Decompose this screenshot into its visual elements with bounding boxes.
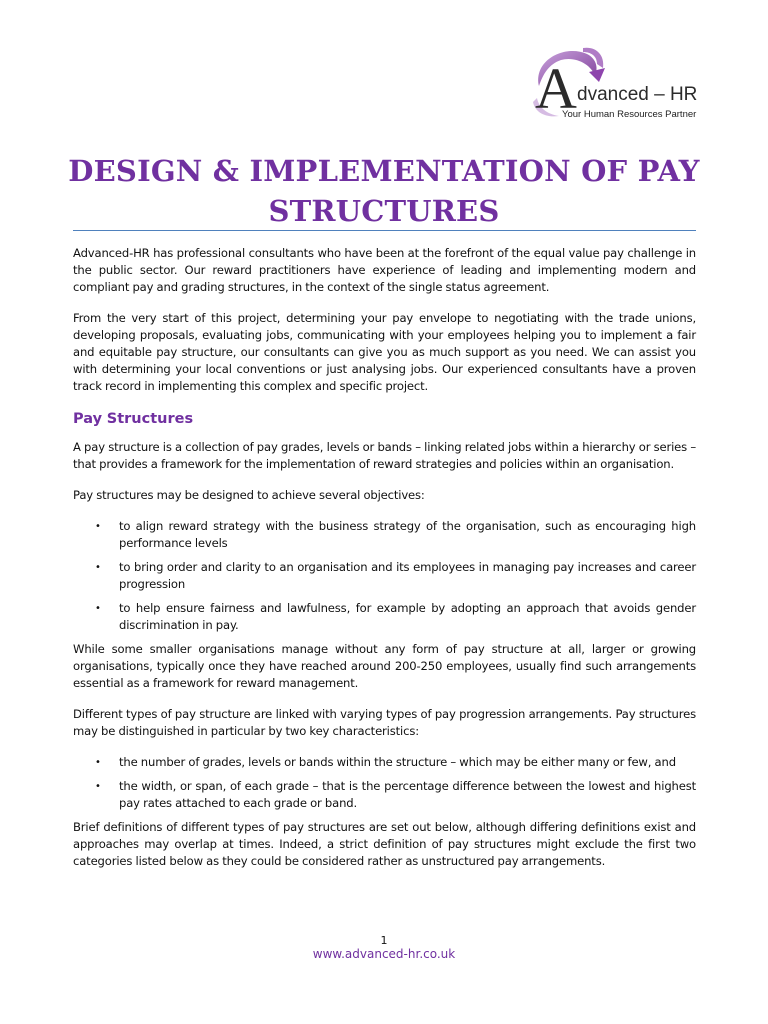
list-item	[73, 600, 696, 634]
advanced-hr-logo	[525, 42, 700, 122]
list-item	[73, 518, 696, 552]
definitions-paragraph: Brief definitions of different types of pay structures are set out below, although differing definitions exist and approaches may overlap at times. Indeed, a strict definition of pay structures might exclude the first two categories listed below as they could be considered rather as unstructured pay arrangements.	[73, 820, 696, 868]
page-number: 1	[380, 934, 388, 947]
section-heading-pay-structures: Pay Structures	[73, 411, 194, 427]
bullet-icon: •	[95, 781, 101, 792]
document-body	[73, 245, 696, 884]
bullet-icon: •	[95, 603, 101, 614]
characteristics-list	[73, 754, 696, 812]
list-item-text: to align reward strategy with the business strategy of the organisation, such as encouraging high performance levels	[119, 519, 696, 550]
list-item-text: the width, or span, of each grade – that is the percentage difference between the lowest and highest pay rates attached to each grade or band.	[119, 779, 696, 810]
bullet-icon: •	[95, 757, 101, 768]
objectives-list	[73, 518, 696, 634]
list-item-text: to bring order and clarity to an organisation and its employees in managing pay increases and career progression	[119, 560, 696, 591]
intro-paragraph-1: Advanced-HR has professional consultants who have been at the forefront of the equal value pay challenge in the public sector. Our reward practitioners have experience of leading and implementing modern and compliant pay and grading structures, in the context of the single status agreement.	[73, 246, 696, 294]
title-line-2: STRUCTURES	[268, 194, 500, 228]
organisation-size-paragraph: While some smaller organisations manage without any form of pay structure at all, larger or growing organisations, typically once they have reached around 200-250 employees, usually find such arrangements essential as a framework for reward management.	[73, 642, 696, 690]
logo-letter-a: A	[535, 56, 577, 121]
logo-tagline: Your Human Resources Partner	[562, 109, 697, 120]
list-item	[73, 754, 696, 771]
website-link[interactable]: www.advanced-hr.co.uk	[312, 947, 456, 961]
page-title	[60, 151, 708, 231]
title-divider	[73, 230, 696, 231]
title-line-1: DESIGN & IMPLEMENTATION OF PAY	[68, 154, 700, 188]
list-item-text: to help ensure fairness and lawfulness, for example by adopting an approach that avoids gender discrimination in pay.	[119, 601, 696, 632]
definition-paragraph: A pay structure is a collection of pay grades, levels or bands – linking related jobs within a hierarchy or series – that provides a framework for the implementation of reward strategies and policies within an organisation.	[73, 440, 696, 471]
objectives-intro-paragraph: Pay structures may be designed to achieve several objectives:	[73, 488, 425, 502]
list-item-text: the number of grades, levels or bands within the structure – which may be either many or few, and	[119, 755, 676, 769]
intro-paragraph-2: From the very start of this project, determining your pay envelope to negotiating with the trade unions, developing proposals, evaluating jobs, communicating with your employees helping you to implement a fair and equitable pay structure, our consultants can give you as much support as you need. We can assist you with determining your local conventions or just analysing jobs. Our experienced consultants have a proven track record in implementing this complex and specific project.	[73, 311, 696, 393]
bullet-icon: •	[95, 521, 101, 532]
list-item	[73, 559, 696, 593]
list-item	[73, 778, 696, 812]
bullet-icon: •	[95, 562, 101, 573]
characteristics-intro-paragraph: Different types of pay structure are linked with varying types of pay progression arrangements. Pay structures may be distinguished in particular by two key characteristics:	[73, 707, 696, 738]
logo-wordmark: dvanced – HR	[577, 84, 698, 105]
